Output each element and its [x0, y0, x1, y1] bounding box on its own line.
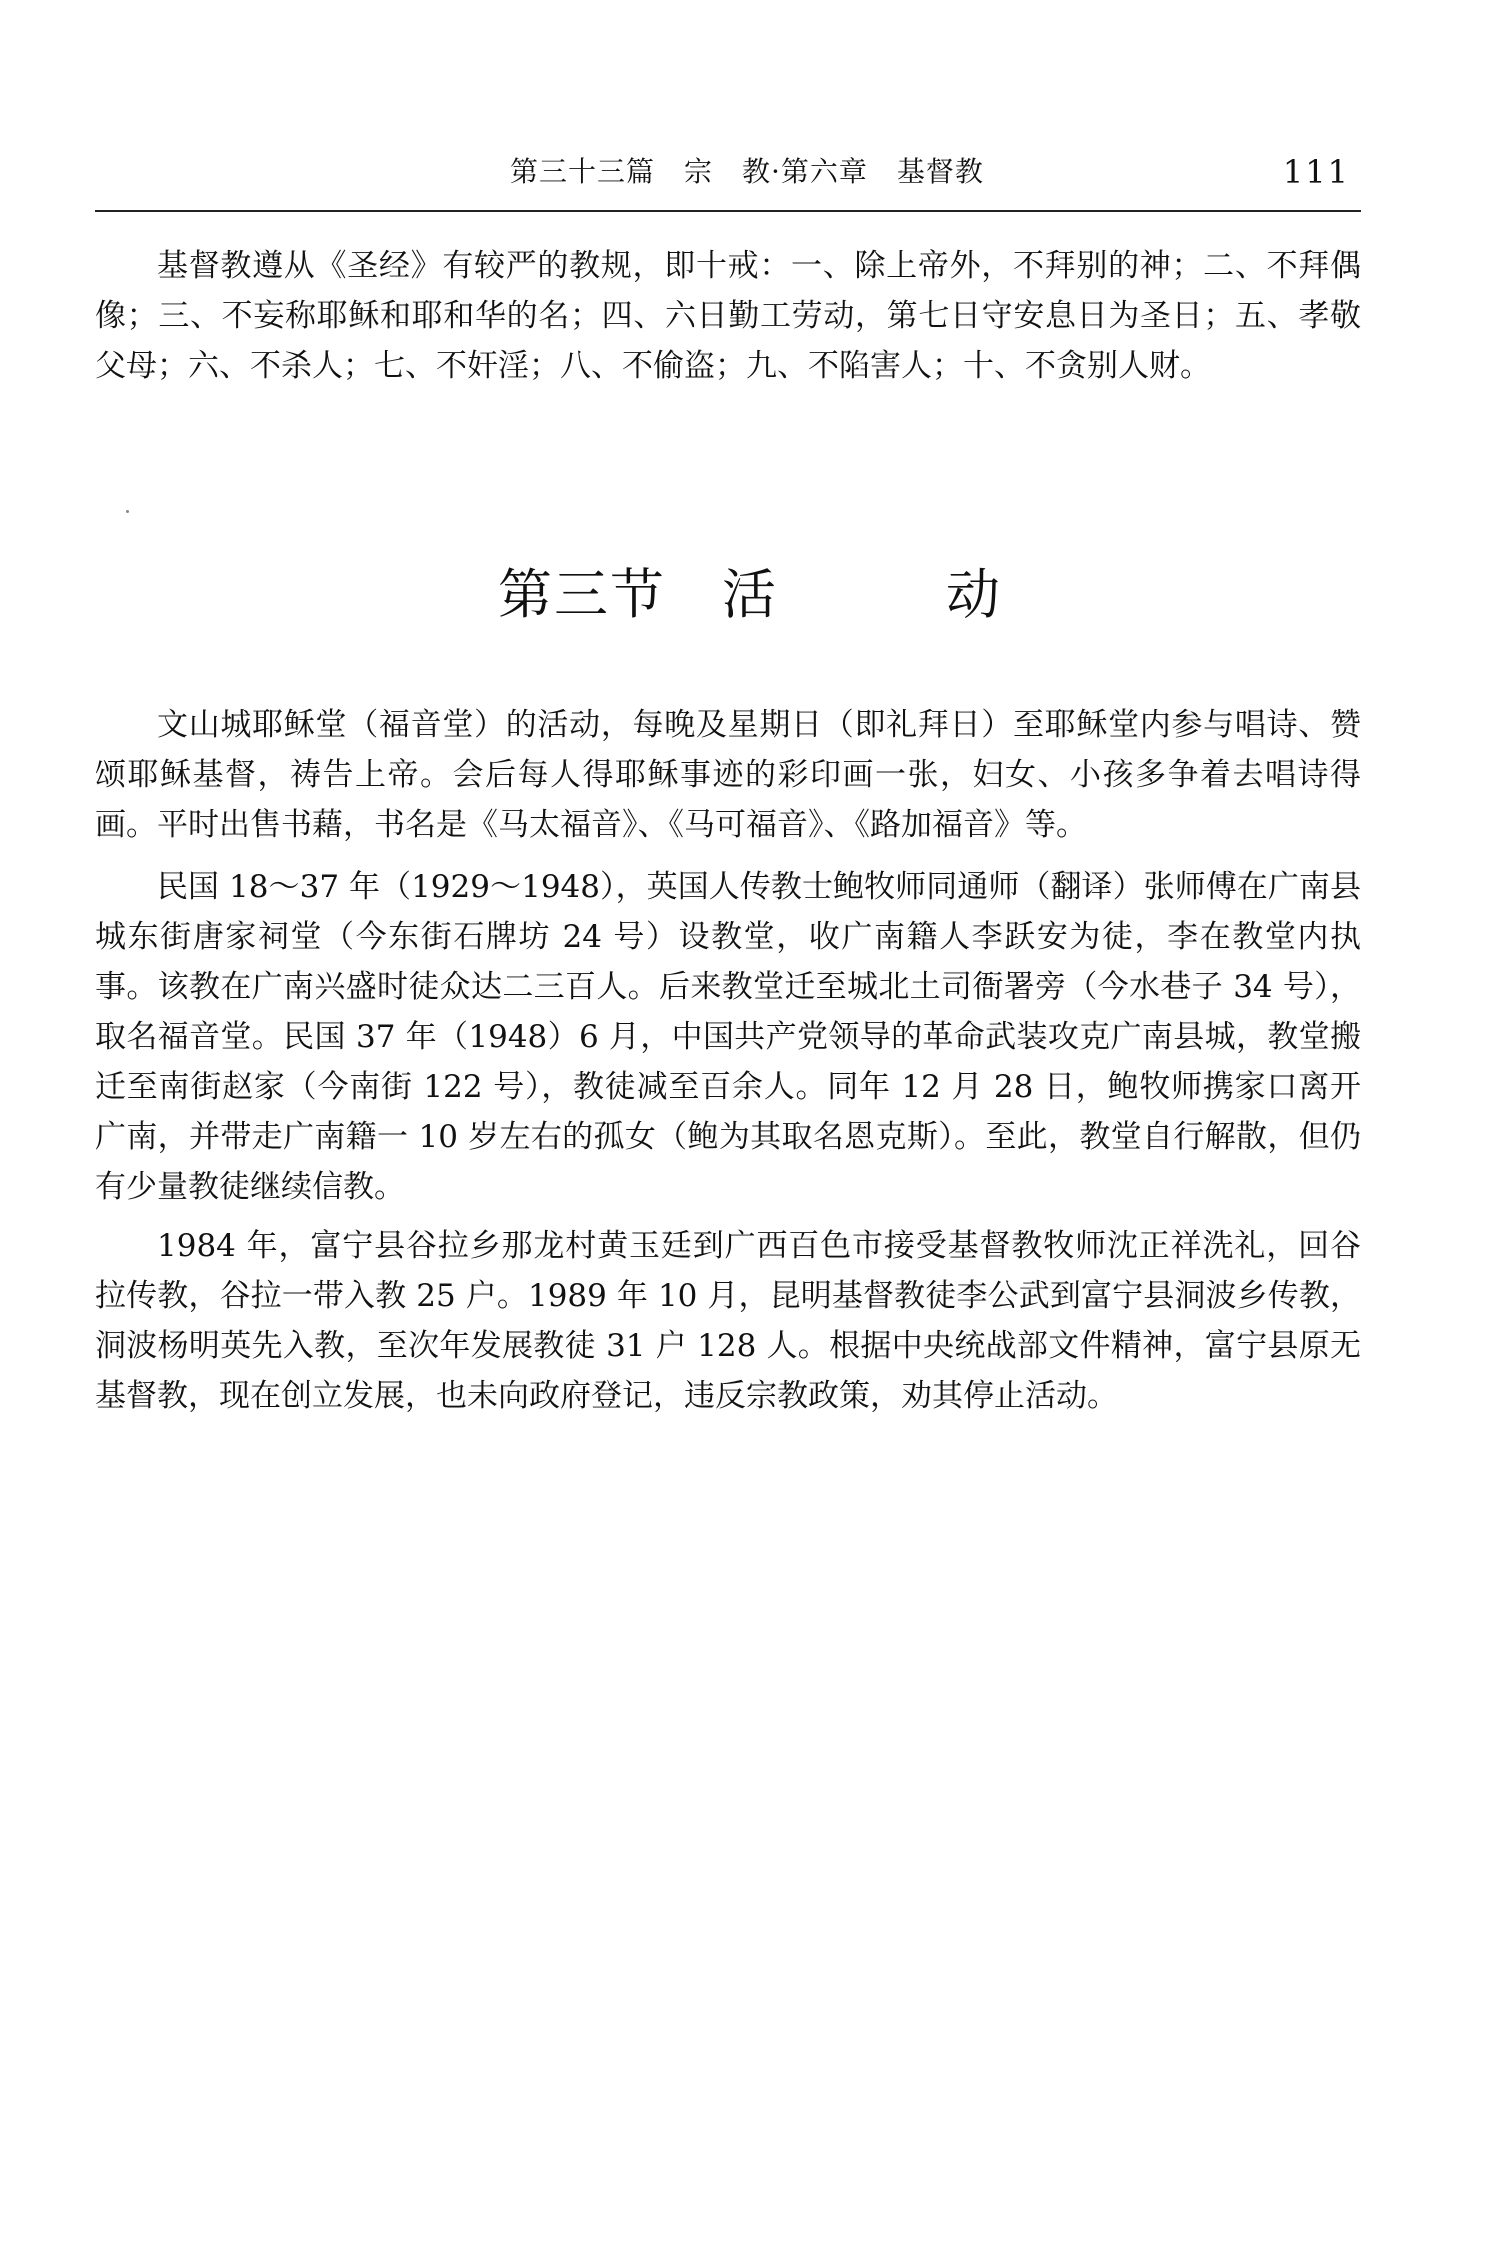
header-rule	[95, 210, 1361, 212]
paragraph-guangnan-history: 民国 18～37 年（1929～1948），英国人传教士鲍牧师同通师（翻译）张师傅在广南县城东街唐家祠堂（今东街石牌坊 24 号）设教堂，收广南籍人李跃安为徒，李在教堂内执事。该教在广南兴盛时徒众达二三百人。后来教堂迁至城北土司衙署旁（今水巷子 34 号），取名福音堂。民国 37 年（1948）6 月，中国共产党领导的革命武装攻克广南县城，教堂搬迁至南街赵家（今南街 122 号），教徒减至百余人。同年 12 月 28 日，鲍牧师携家口离开广南，并带走广南籍一 10 岁左右的孤女（鲍为其取名恩克斯）。至此，教堂自行解散，但仍有少量教徒继续信教。	[95, 869, 1361, 1205]
paragraph-ten-commandments: 基督教遵从《圣经》有较严的教规，即十戒：一、除上帝外，不拜别的神；二、不拜偶像；三、不妄称耶稣和耶和华的名；四、六日勤工劳动，第七日守安息日为圣日；五、孝敬父母；六、不杀人；七、不奸淫；八、不偷盗；九、不陷害人；十、不贪别人财。	[95, 248, 1361, 384]
section-title: 第三节 活 动	[498, 563, 1002, 626]
paragraph-funing-history: 1984 年，富宁县谷拉乡那龙村黄玉廷到广西百色市接受基督教牧师沈正祥洗礼，回谷拉传教，谷拉一带入教 25 户。1989 年 10 月，昆明基督教徒李公武到富宁县洞波乡传教，洞波杨明英先入教，至次年发展教徒 31 户 128 人。根据中央统战部文件精神，富宁县原无基督教，现在创立发展，也未向政府登记，违反宗教政策，劝其停止活动。	[95, 1228, 1361, 1414]
scan-speck	[126, 510, 129, 513]
running-header	[95, 152, 1360, 202]
paragraph-wenshan-activities: 文山城耶稣堂（福音堂）的活动，每晚及星期日（即礼拜日）至耶稣堂内参与唱诗、赞颂耶稣基督，祷告上帝。会后每人得耶稣事迹的彩印画一张，妇女、小孩多争着去唱诗得画。平时出售书藉，书名是《马太福音》、《马可福音》、《路加福音》等。	[95, 707, 1361, 843]
running-header-title: 第三十三篇 宗 教·第六章 基督教	[510, 155, 984, 188]
page-number: 111	[1282, 153, 1350, 191]
